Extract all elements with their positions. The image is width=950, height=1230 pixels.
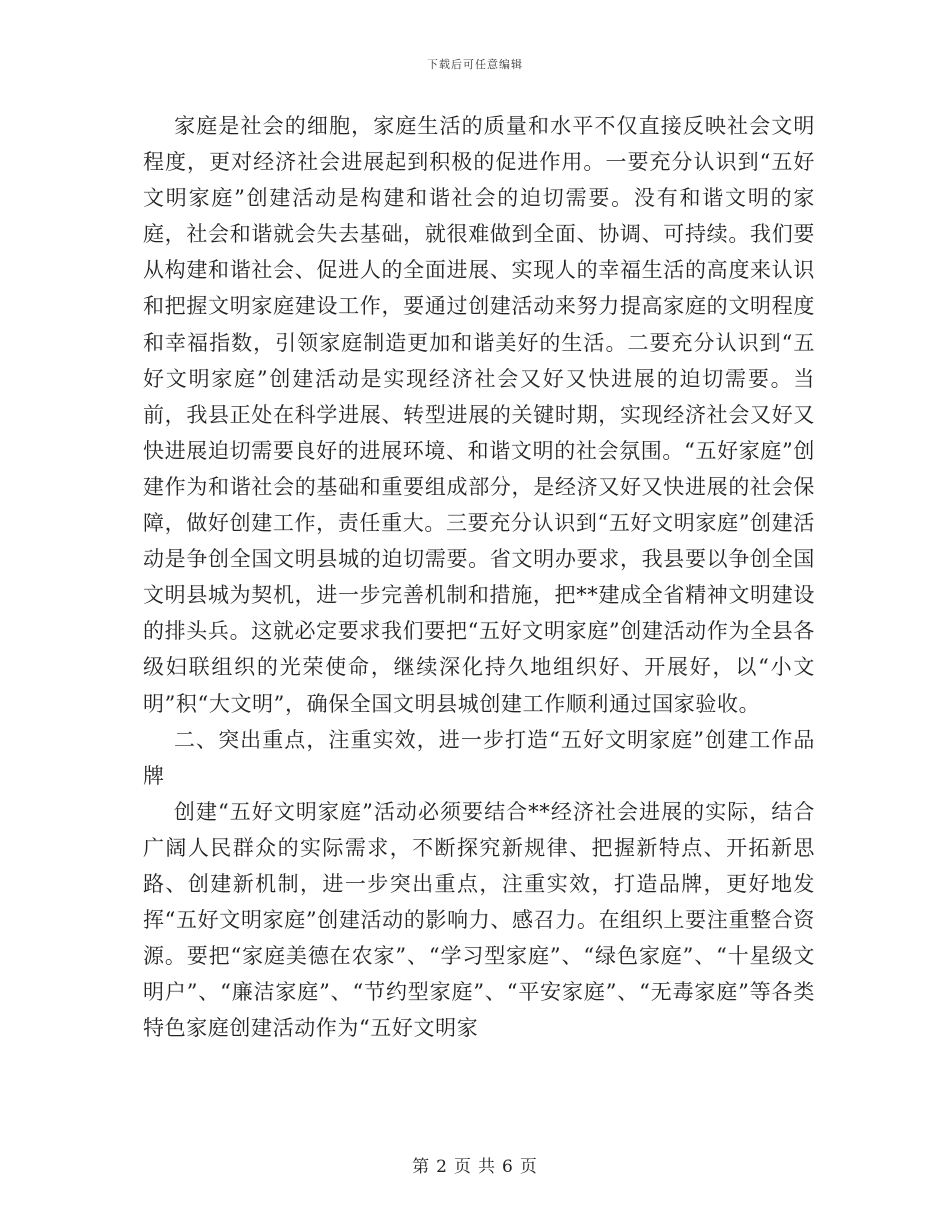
- paragraph-significance: 家庭是社会的细胞，家庭生活的质量和水平不仅直接反映社会文明程度，更对经济社会进展起到积极的促进作用。一要充分认识到“五好文明家庭”创建活动是构建和谐社会的迫切需要。没有和谐文明的家庭，社会和谐就会失去基础，就很难做到全面、协调、可持续。我们要从构建和谐社会、促进人的全面进展、实现人的幸福生活的高度来认识和把握文明家庭建设工作，要通过创建活动来努力提高家庭的文明程度和幸福指数，引领家庭制造更加和谐美好的生活。二要充分认识到“五好文明家庭”创建活动是实现经济社会又好又快进展的迫切需要。当前，我县正处在科学进展、转型进展的关键时期，实现经济社会又好又快进展迫切需要良好的进展环境、和谐文明的社会氛围。“五好家庭”创建作为和谐社会的基础和重要组成部分，是经济又好又快进展的社会保障，做好创建工作，责任重大。三要充分认识到“五好文明家庭”创建活动是争创全国文明县城的迫切需要。省文明办要求，我县要以争创全国文明县城为契机，进一步完善机制和措施，把**建成全省精神文明建设的排头兵。这就必定要求我们要把“五好文明家庭”创建活动作为全县各级妇联组织的光荣使命，继续深化持久地组织好、开展好，以“小文明”积“大文明”，确保全国文明县城创建工作顺利通过国家验收。: [143, 114, 815, 716]
- section-heading-two: 二、突出重点，注重实效，进一步打造“五好文明家庭”创建工作品牌: [143, 727, 815, 788]
- paragraph-focus: 创建“五好文明家庭”活动必须要结合**经济社会进展的实际，结合广阔人民群众的实际需求，不断探究新规律、把握新特点、开拓新思路、创建新机制，进一步突出重点，注重实效，打造品牌，更好地发挥“五好文明家庭”创建活动的影响力、感召力。在组织上要注重整合资源。要把“家庭美德在农家”、“学习型家庭”、“绿色家庭”、“十星级文明户”、“廉洁家庭”、“节约型家庭”、“平安家庭”、“无毒家庭”等各类特色家庭创建活动作为“五好文明家: [143, 799, 815, 1041]
- page-label-mid1: 页: [454, 1157, 472, 1177]
- page-header: [0, 56, 950, 72]
- page-label-prefix: 第: [412, 1157, 431, 1177]
- page-label-mid2: 共: [478, 1157, 496, 1177]
- current-page-number: 2: [436, 1157, 448, 1177]
- page-label-suffix: 页: [519, 1157, 538, 1177]
- total-pages-number: 6: [502, 1157, 514, 1177]
- header-text: 下载后可任意编辑: [427, 58, 523, 71]
- page-footer: [0, 1152, 950, 1177]
- document-body: [143, 108, 815, 1046]
